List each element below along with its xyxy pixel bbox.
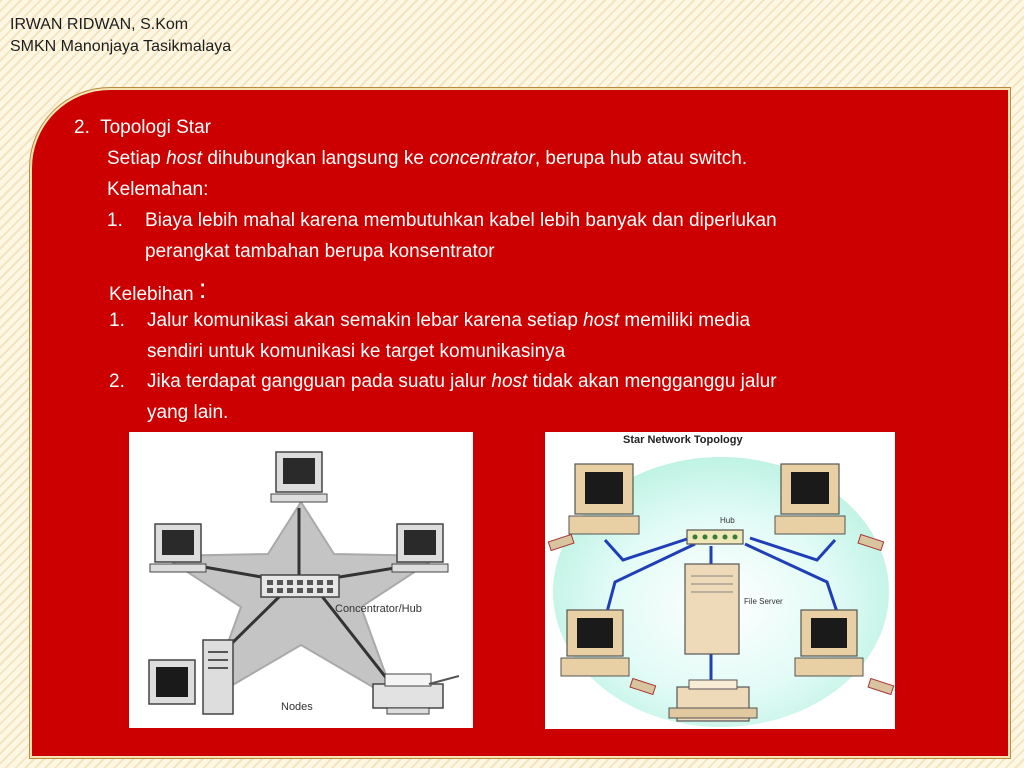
heading-number: 2. [74, 117, 90, 138]
printer-icon [373, 674, 459, 714]
strength-1-text-post: memiliki media [619, 310, 751, 331]
strength-item-1-line1 [147, 309, 750, 333]
strength-2-text-pre: Jika terdapat gangguan pada suatu jalur [147, 371, 492, 392]
strength-item-2-line1 [147, 370, 777, 394]
strength-1-text-pre: Jalur komunikasi akan semakin lebar karena setiap [147, 310, 584, 331]
school-name: SMKN Manonjaya Tasikmalaya [10, 38, 232, 55]
weakness-item-1-number: 1. [107, 210, 123, 231]
strength-item-1-number: 1. [109, 310, 125, 331]
strength-label [109, 273, 207, 307]
hub-label: Hub [720, 516, 735, 525]
star-topology-diagram-left [129, 432, 473, 728]
intro-text-post: , berupa hub atau switch. [534, 148, 748, 169]
computer-icon-top [271, 452, 327, 502]
nodes-label: Nodes [281, 701, 313, 713]
file-server-icon [685, 564, 739, 654]
intro-line [107, 147, 747, 171]
strength-2-host: host [491, 371, 528, 392]
intro-host: host [166, 148, 203, 169]
intro-concentrator: concentrator [429, 148, 535, 169]
computer-icon-left [150, 524, 206, 572]
heading-line [74, 116, 211, 140]
weakness-item-1-line2: perangkat tambahan berupa konsentrator [145, 241, 495, 262]
diagram-title: Star Network Topology [623, 434, 743, 446]
file-server-label: File Server [744, 597, 783, 606]
strength-1-host: host [583, 310, 620, 331]
strength-2-text-post: tidak akan mengganggu jalur [527, 371, 777, 392]
hub-icon [687, 530, 743, 544]
strength-colon: : [198, 273, 207, 304]
weakness-label: Kelemahan: [107, 179, 209, 200]
strength-item-2-line2: yang lain. [147, 402, 229, 423]
desktop-tower-icon [149, 640, 233, 714]
concentrator-hub-icon [261, 575, 339, 597]
star-network-illustration [545, 432, 895, 729]
author-name: IRWAN RIDWAN, S.Kom [10, 16, 189, 33]
star-topology-illustration [129, 432, 473, 728]
intro-text-mid: dihubungkan langsung ke [202, 148, 430, 169]
slide-header [10, 14, 231, 58]
star-topology-diagram-right [545, 432, 895, 729]
strength-item-1-line2: sendiri untuk komunikasi ke target komunikasinya [147, 341, 566, 362]
intro-text-pre: Setiap [107, 148, 167, 169]
strength-item-2-number: 2. [109, 371, 125, 392]
strength-label-text: Kelebihan [109, 284, 199, 305]
computer-icon-right [392, 524, 448, 572]
weakness-item-1-line1: Biaya lebih mahal karena membutuhkan kabel lebih banyak dan diperlukan [145, 210, 777, 231]
concentrator-hub-label: Concentrator/Hub [335, 603, 422, 615]
heading-text: Topologi Star [100, 117, 211, 138]
